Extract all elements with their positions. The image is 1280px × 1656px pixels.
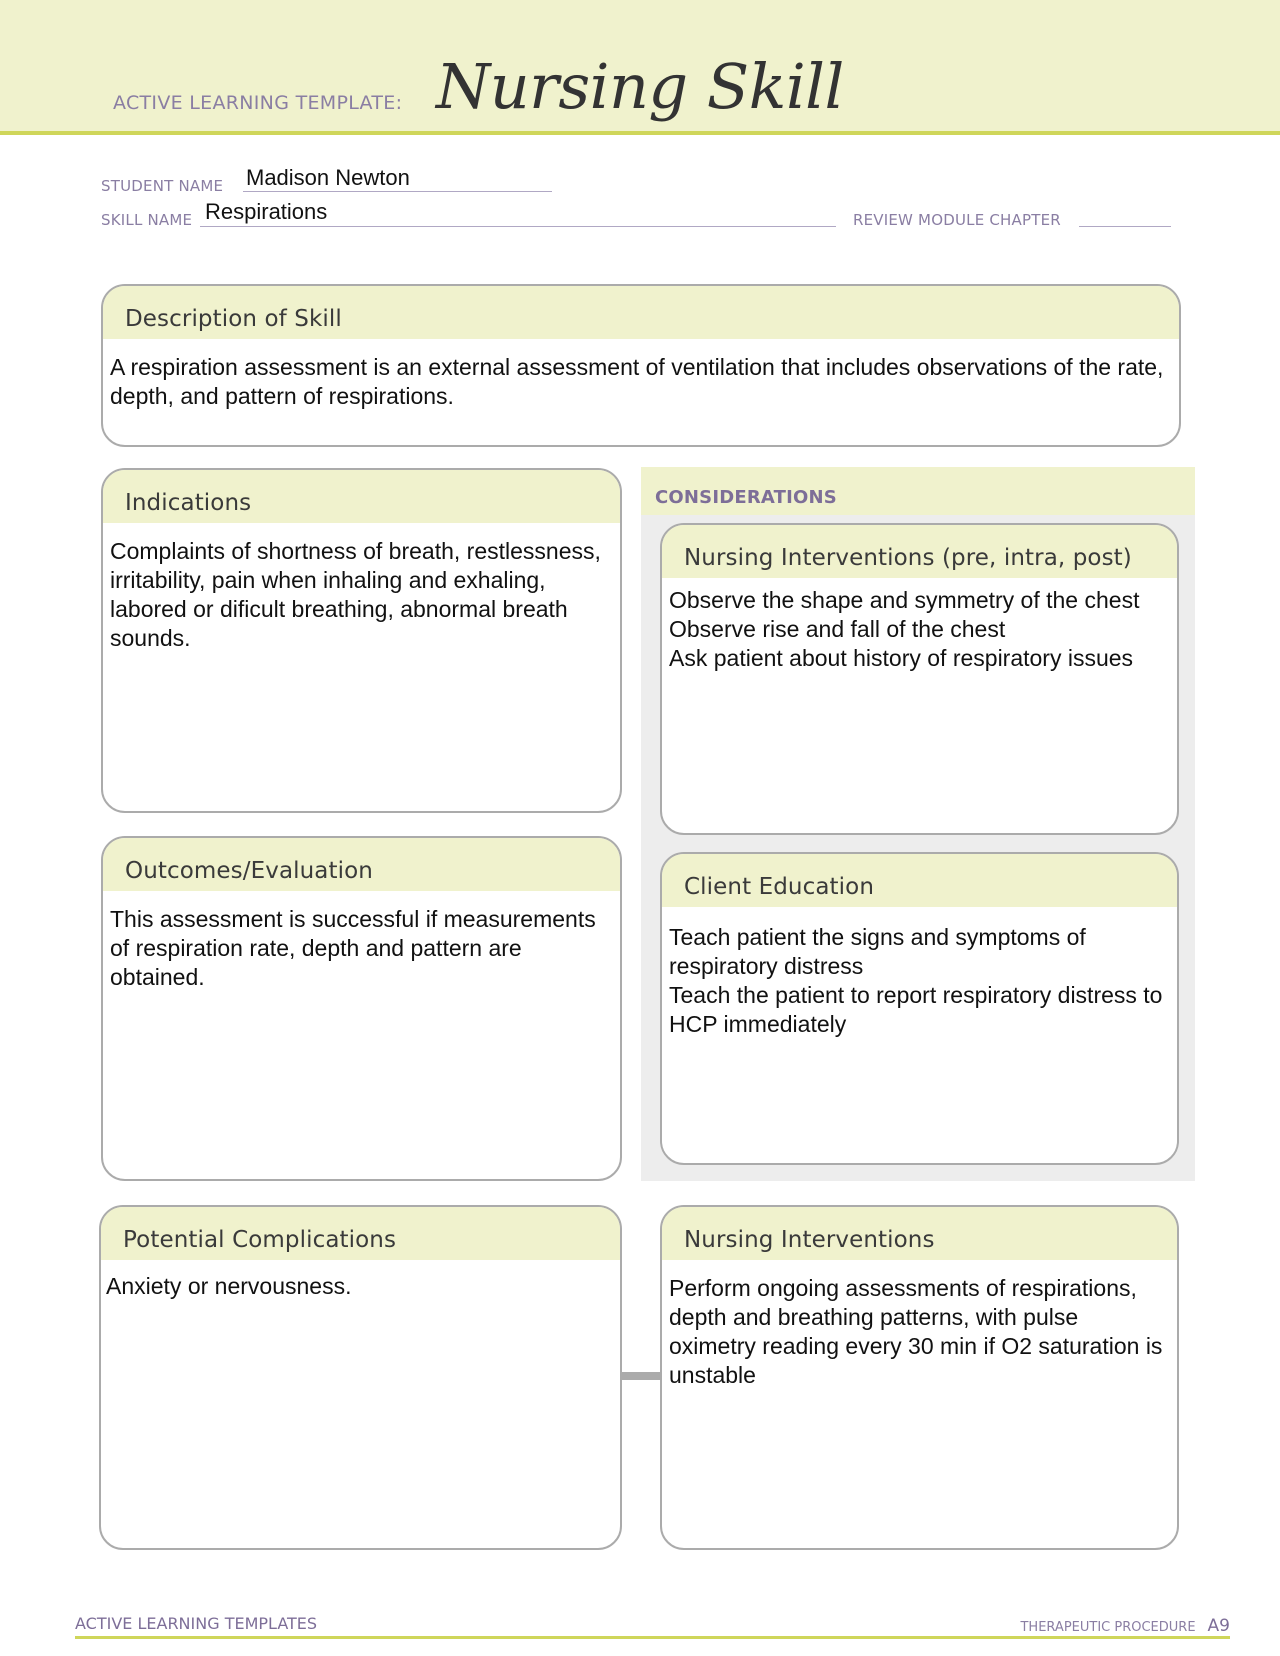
considerations-label: CONSIDERATIONS bbox=[655, 487, 837, 508]
description-title: Description of Skill bbox=[103, 286, 1179, 339]
client-education-body[interactable] bbox=[662, 907, 1177, 1039]
indications-body[interactable] bbox=[103, 523, 620, 653]
description-text: A respiration assessment is an external assessment of ventilation that includes observations of the rate, depth, and pattern of respirations. bbox=[110, 354, 1164, 409]
potential-complications-title: Potential Complications bbox=[101, 1207, 620, 1260]
indications-title: Indications bbox=[103, 470, 620, 523]
footer-right bbox=[1020, 1616, 1230, 1636]
nursing-interventions-pip-body[interactable] bbox=[662, 578, 1177, 673]
review-module-label: REVIEW MODULE CHAPTER bbox=[853, 211, 1061, 229]
description-body[interactable] bbox=[103, 339, 1179, 411]
list-item: Observe the shape and symmetry of the chest bbox=[669, 587, 1140, 613]
potential-complications-body[interactable] bbox=[101, 1260, 620, 1301]
student-name-underline bbox=[243, 191, 552, 192]
description-box bbox=[101, 284, 1181, 447]
outcomes-title: Outcomes/Evaluation bbox=[103, 838, 620, 891]
list-item: Teach the patient to report respiratory distress to HCP immediately bbox=[669, 982, 1163, 1037]
list-item: Teach patient the signs and symptoms of respiratory distress bbox=[669, 924, 1086, 979]
indications-box bbox=[101, 468, 622, 813]
list-item: Ask patient about history of respiratory issues bbox=[669, 645, 1134, 671]
nursing-interventions-text: Perform ongoing assessments of respirations, depth and breathing patterns, with pulse oximetry reading every 30 min if O2 saturation is unstable bbox=[669, 1275, 1163, 1388]
client-education-title: Client Education bbox=[662, 854, 1177, 907]
nursing-interventions-box bbox=[660, 1205, 1179, 1550]
skill-name-underline bbox=[200, 226, 836, 227]
outcomes-box bbox=[101, 836, 622, 1181]
footer-rule bbox=[75, 1636, 1230, 1639]
connector-bar bbox=[621, 1372, 661, 1380]
potential-complications-text: Anxiety or nervousness. bbox=[106, 1273, 352, 1299]
student-name-field[interactable]: Madison Newton bbox=[246, 165, 410, 190]
list-item: Observe rise and fall of the chest bbox=[669, 616, 1006, 642]
nursing-interventions-pip-title: Nursing Interventions (pre, intra, post) bbox=[662, 525, 1177, 578]
outcomes-text: This assessment is successful if measurements of respiration rate, depth and pattern are obtained. bbox=[110, 906, 596, 990]
client-education-box bbox=[660, 852, 1179, 1165]
header-rule bbox=[0, 131, 1280, 135]
footer-section-label: THERAPEUTIC PROCEDURE bbox=[1020, 1620, 1196, 1635]
nursing-interventions-title: Nursing Interventions bbox=[662, 1207, 1177, 1260]
student-name-label: STUDENT NAME bbox=[101, 177, 224, 195]
page-number: A9 bbox=[1207, 1616, 1230, 1636]
nursing-interventions-pip-box bbox=[660, 523, 1179, 835]
review-module-field[interactable] bbox=[1079, 226, 1171, 227]
footer-left-label: ACTIVE LEARNING TEMPLATES bbox=[75, 1614, 318, 1633]
page-title: Nursing Skill bbox=[436, 50, 844, 123]
template-label: ACTIVE LEARNING TEMPLATE: bbox=[113, 92, 403, 114]
skill-name-label: SKILL NAME bbox=[101, 211, 193, 229]
outcomes-body[interactable] bbox=[103, 891, 620, 992]
nursing-interventions-body[interactable] bbox=[662, 1260, 1177, 1390]
indications-text: Complaints of shortness of breath, restlessness, irritability, pain when inhaling and exhaling, labored or dificult breathing, abnormal breath sounds. bbox=[110, 538, 601, 651]
skill-name-field[interactable]: Respirations bbox=[205, 199, 328, 224]
potential-complications-box bbox=[99, 1205, 622, 1550]
